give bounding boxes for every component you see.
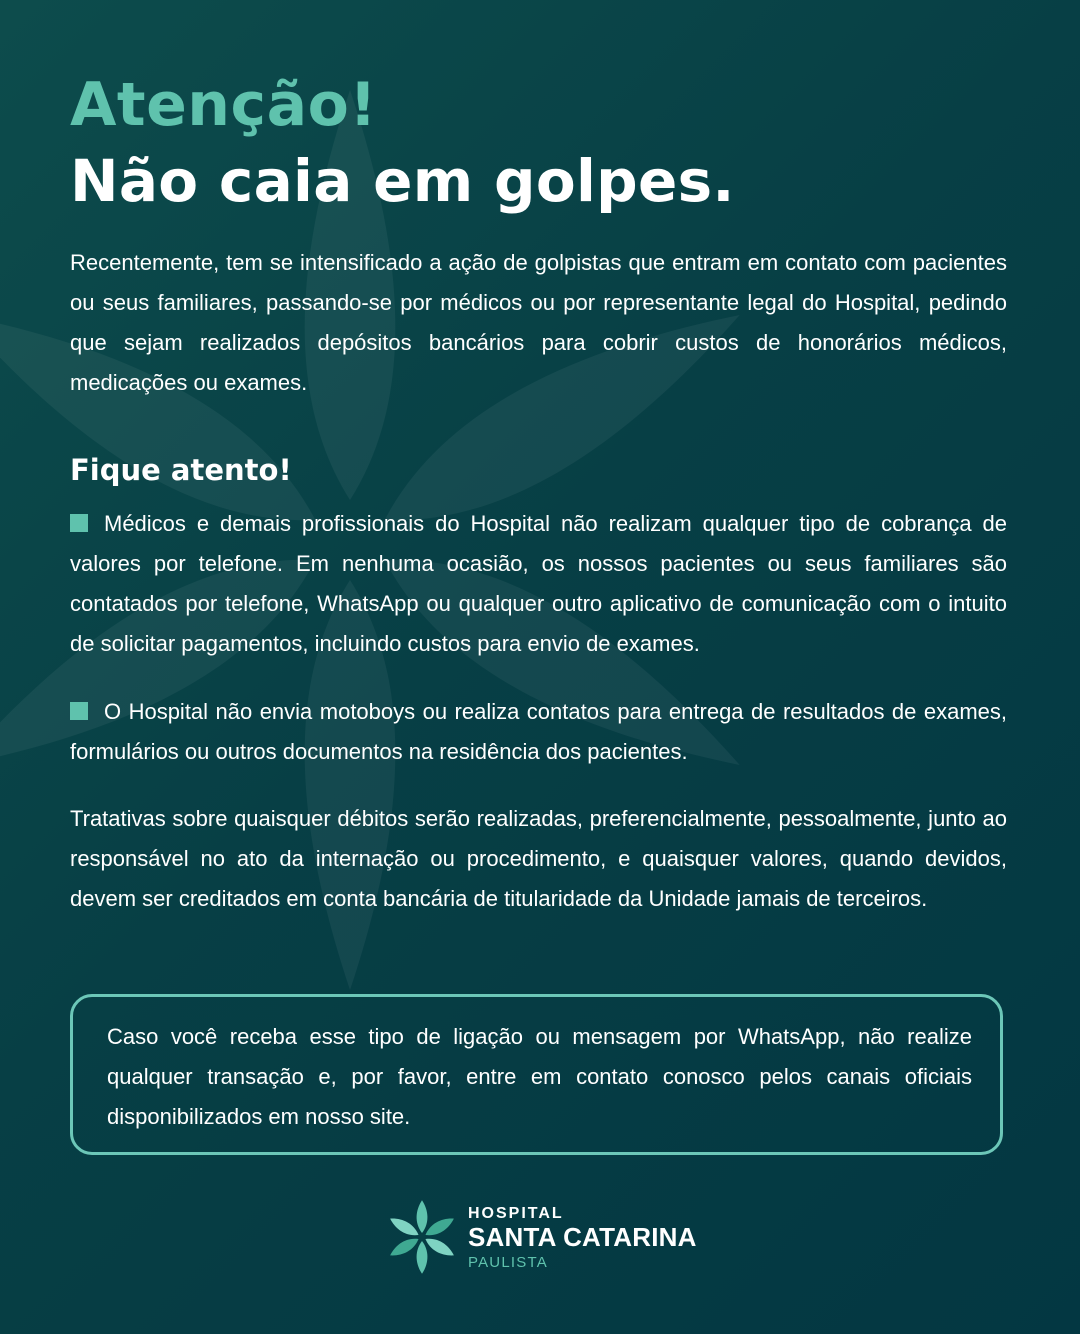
hospital-logo	[382, 1196, 697, 1280]
callout-box	[70, 994, 1003, 1155]
logo-text-hospital: HOSPITAL	[468, 1205, 564, 1222]
headline-main: Não caia em golpes.	[70, 147, 735, 215]
logo-text-name: SANTA CATARINA	[468, 1222, 697, 1252]
closing-paragraph: Tratativas sobre quaisquer débitos serão realizadas, preferencialmente, pessoalmente, junto ao responsável no ato da internação ou procedimento, e quaisquer valores, quando devidos, devem ser creditados em conta bancária de titularidade da Unidade jamais de terceiros.	[70, 806, 1007, 911]
flower-icon	[382, 1196, 462, 1278]
bullet-text: O Hospital não envia motoboys ou realiza contatos para entrega de resultados de exames, formulários ou outros documentos na residência dos pacientes.	[70, 699, 1007, 764]
logo-text-unit: PAULISTA	[468, 1254, 548, 1271]
intro-paragraph: Recentemente, tem se intensificado a ação de golpistas que entram em contato com pacientes ou seus familiares, passando-se por médicos ou por representante legal do Hospital, pedindo que sejam realizados depósitos bancários para cobrir custos de honorários médicos, medicações ou exames.	[70, 250, 1007, 395]
section-title: Fique atento!	[70, 453, 292, 487]
bullet-text: Médicos e demais profissionais do Hospital não realizam qualquer tipo de cobrança de valores por telefone. Em nenhuma ocasião, os nossos pacientes ou seus familiares são contatados por telefone, WhatsApp ou qualquer outro aplicativo de comunicação com o intuito de solicitar pagamentos, incluindo custos para envio de exames.	[70, 511, 1007, 656]
bullet-item	[70, 504, 1007, 664]
square-bullet-icon	[70, 702, 88, 720]
headline-attention: Atenção!	[70, 70, 378, 140]
callout-text: Caso você receba esse tipo de ligação ou mensagem por WhatsApp, não realize qualquer transação e, por favor, entre em contato conosco pelos canais oficiais disponibilizados em nosso site.	[107, 1024, 972, 1129]
bullet-item	[70, 692, 1007, 772]
square-bullet-icon	[70, 514, 88, 532]
notice-page	[70, 0, 1007, 1334]
